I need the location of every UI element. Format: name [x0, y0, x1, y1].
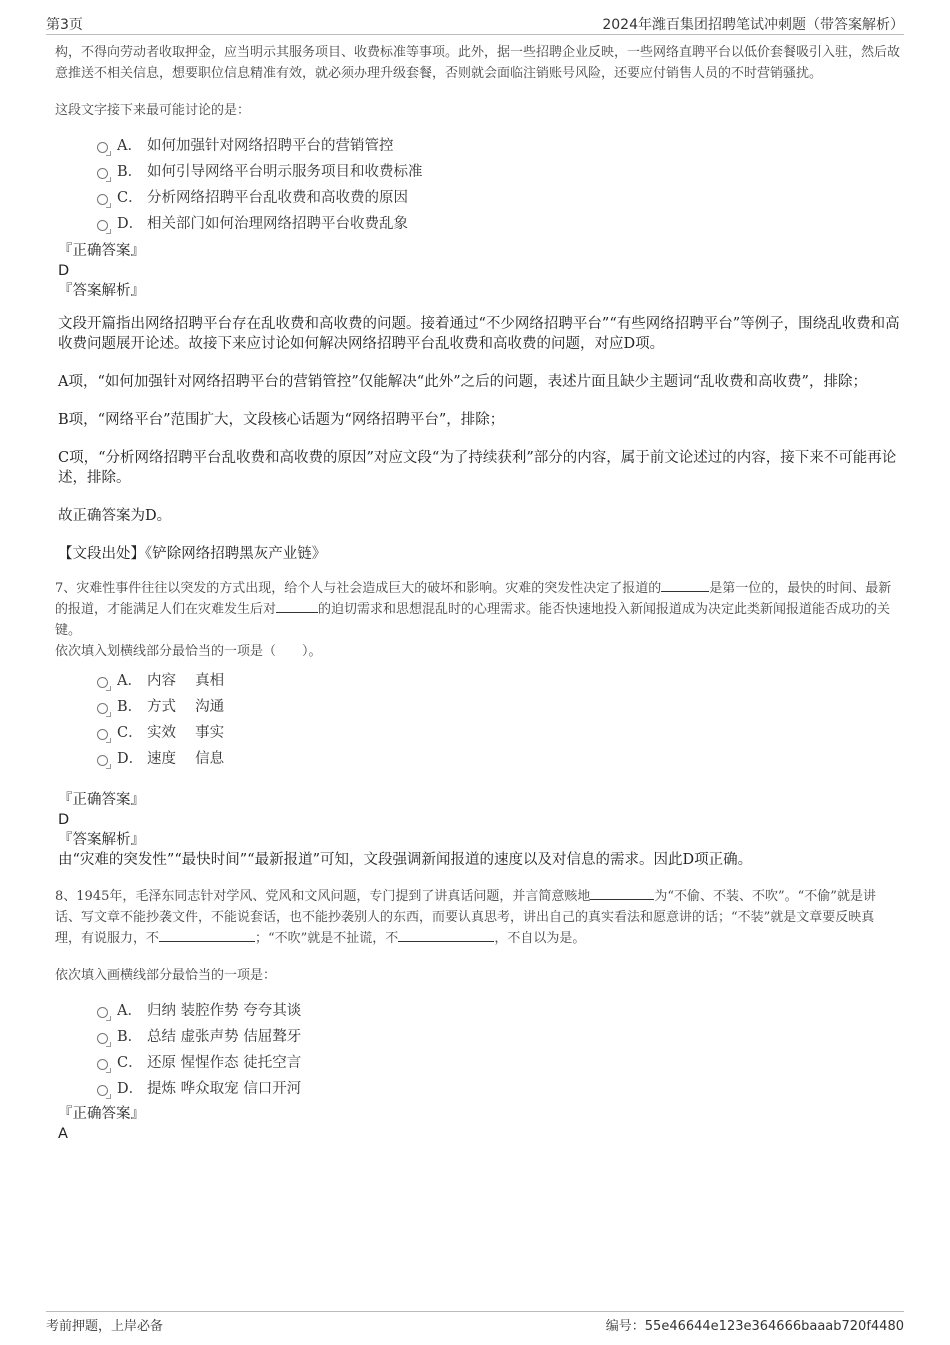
radio-icon[interactable] — [97, 168, 108, 179]
option-letter: A． — [117, 672, 142, 689]
q6-option-c[interactable] — [97, 183, 900, 209]
q6-passage-tail: 构，不得向劳动者收取押金，应当明示其服务项目、收费标准等事项。此外，据一些招聘企业反映，一些网络直聘平台以低价套餐吸引入驻，然后故意推送不相关信息，想要职位信息精准有效，就必须办理升级套餐，否则就会面临注销账号风险，还要应付销售人员的不时营销骚扰。 — [55, 45, 901, 81]
q6-answer-label: 『正确答案』 — [58, 243, 145, 259]
q7-question: 依次填入划横线部分最恰当的一项是（ ）。 — [55, 644, 322, 659]
q8-blank-3 — [398, 929, 494, 942]
option-text: 方式 沟通 — [147, 698, 225, 715]
radio-icon[interactable] — [97, 1059, 108, 1070]
q6-analysis-paragraph: 文段开篇指出网络招聘平台存在乱收费和高收费的问题。接着通过“不少网络招聘平台”“有些网络招聘平台”等例子，围绕乱收费和高收费问题展开论述。故接下来应讨论如何解决网络招聘平台乱收费和高收费的问题，对应D项。 — [58, 316, 900, 352]
q8-stem-part1: 8、1945年，毛泽东同志针对学风、党风和文风问题，专门提到了讲真话问题，并言简意赅地 — [55, 889, 591, 904]
option-text: 实效 事实 — [147, 724, 225, 741]
q8-stem-part3: ；“不吹”就是不扯谎，不 — [255, 931, 399, 946]
q6-option-a[interactable] — [97, 131, 900, 157]
option-letter: C． — [117, 1054, 143, 1071]
q6-analysis-paragraph: A项，“如何加强针对网络招聘平台的营销管控”仅能解决“此外”之后的问题，表述片面且缺少主题词“乱收费和高收费”，排除； — [58, 374, 867, 390]
option-letter: D． — [117, 215, 144, 232]
q6-question: 这段文字接下来最可能讨论的是： — [55, 103, 251, 118]
radio-icon[interactable] — [97, 703, 108, 714]
q7-option-b[interactable] — [97, 692, 900, 718]
q7-stem-part3: 的迫切需求和思想混乱时的心理需求。能否快速地投入新闻报道成为决定此类新闻报道能否成功的关键。 — [55, 602, 891, 638]
q6-answer: D — [58, 263, 70, 279]
q6-option-d[interactable] — [97, 209, 900, 235]
q7-analysis: 由“灾难的突发性”“最快时间”“最新报道”可知，文段强调新闻报道的速度以及对信息的需求。因此D项正确。 — [58, 852, 753, 868]
option-letter: D． — [117, 1080, 144, 1097]
q8-blank-2 — [159, 929, 255, 942]
q8-question: 依次填入画横线部分最恰当的一项是： — [55, 968, 277, 983]
option-letter: B． — [117, 163, 143, 180]
q6-analysis-label: 『答案解析』 — [58, 283, 145, 299]
footer-code: 编号：55e46644e123e364666baaab720f4480 — [605, 1319, 904, 1334]
page-footer — [46, 1311, 904, 1334]
option-text: 内容 真相 — [147, 672, 225, 689]
q7-option-a[interactable] — [97, 666, 900, 692]
option-text: 总结 虚张声势 佶屈聱牙 — [147, 1028, 302, 1045]
q7-answer-label: 『正确答案』 — [58, 792, 145, 808]
option-text: 速度 信息 — [147, 750, 225, 767]
q8-answer: A — [58, 1126, 68, 1142]
radio-icon[interactable] — [97, 1007, 108, 1018]
radio-icon[interactable] — [97, 220, 108, 231]
option-letter: A． — [117, 137, 142, 154]
q7-blank-1 — [661, 579, 709, 592]
footer-slogan: 考前押题，上岸必备 — [46, 1319, 164, 1334]
radio-icon[interactable] — [97, 1033, 108, 1044]
radio-icon[interactable] — [97, 194, 108, 205]
option-letter: A． — [117, 1002, 142, 1019]
page-content — [55, 40, 900, 1144]
radio-icon[interactable] — [97, 142, 108, 153]
option-text: 还原 惺惺作态 徒托空言 — [147, 1054, 302, 1071]
radio-icon[interactable] — [97, 755, 108, 766]
q7-stem-part2: 是第一位的，最快的时间、最新的报道，才能满足人们在灾难发生后对 — [55, 581, 892, 617]
q7-options — [55, 666, 900, 770]
radio-icon[interactable] — [97, 729, 108, 740]
option-letter: C． — [117, 724, 143, 741]
q8-options — [55, 996, 900, 1100]
q6-analysis-paragraph: C项，“分析网络招聘平台乱收费和高收费的原因”对应文段“为了持续获利”部分的内容，属于前文论述过的内容，接下来不可能再论述，排除。 — [58, 450, 897, 486]
page-header — [46, 14, 904, 35]
q8-option-d[interactable] — [97, 1074, 900, 1100]
q7-option-c[interactable] — [97, 718, 900, 744]
q8-option-c[interactable] — [97, 1048, 900, 1074]
q7-analysis-label: 『答案解析』 — [58, 832, 145, 848]
q8-blank-1 — [590, 887, 654, 900]
q8-option-b[interactable] — [97, 1022, 900, 1048]
q8-stem-part2: 为“不偷、不装、不吹”。“不偷”就是讲话、写文章不能抄袭文件，不能说套话，也不能抄袭别人的东西，而要认真思考，讲出自己的真实看法和愿意讲的话；“不装”就是文章要反映真理，有说服力，不 — [55, 889, 876, 946]
option-text: 相关部门如何治理网络招聘平台收费乱象 — [147, 215, 408, 232]
option-letter: B． — [117, 1028, 143, 1045]
option-letter: C． — [117, 189, 143, 206]
document-title: 2024年潍百集团招聘笔试冲刺题（带答案解析） — [602, 17, 904, 33]
option-text: 分析网络招聘平台乱收费和高收费的原因 — [147, 189, 408, 206]
page-number: 第3页 — [46, 17, 83, 33]
q6-option-b[interactable] — [97, 157, 900, 183]
q6-analysis-paragraph: 故正确答案为D。 — [58, 508, 172, 524]
q7-answer: D — [58, 812, 70, 828]
radio-icon[interactable] — [97, 677, 108, 688]
q6-options — [55, 131, 900, 235]
q8-answer-label: 『正确答案』 — [58, 1106, 145, 1122]
q8-stem — [55, 886, 900, 949]
q8-stem-part4: ，不自以为是。 — [494, 931, 586, 946]
q6-analysis-paragraph: B项，“网络平台”范围扩大，文段核心话题为“网络招聘平台”，排除； — [58, 412, 505, 428]
option-text: 提炼 哗众取宠 信口开河 — [147, 1080, 302, 1097]
q7-stem — [55, 578, 900, 641]
option-letter: B． — [117, 698, 143, 715]
option-text: 如何加强针对网络招聘平台的营销管控 — [147, 137, 394, 154]
q7-option-d[interactable] — [97, 744, 900, 770]
q7-blank-2 — [276, 600, 318, 613]
q8-option-a[interactable] — [97, 996, 900, 1022]
option-text: 如何引导网络平台明示服务项目和收费标准 — [147, 163, 423, 180]
q6-source: 【文段出处】《铲除网络招聘黑灰产业链》 — [58, 546, 327, 562]
option-text: 归纳 装腔作势 夸夸其谈 — [147, 1002, 302, 1019]
q7-stem-part1: 7、灾难性事件往往以突发的方式出现，给个人与社会造成巨大的破坏和影响。灾难的突发性决定了报道的 — [55, 581, 662, 596]
radio-icon[interactable] — [97, 1085, 108, 1096]
option-letter: D． — [117, 750, 144, 767]
